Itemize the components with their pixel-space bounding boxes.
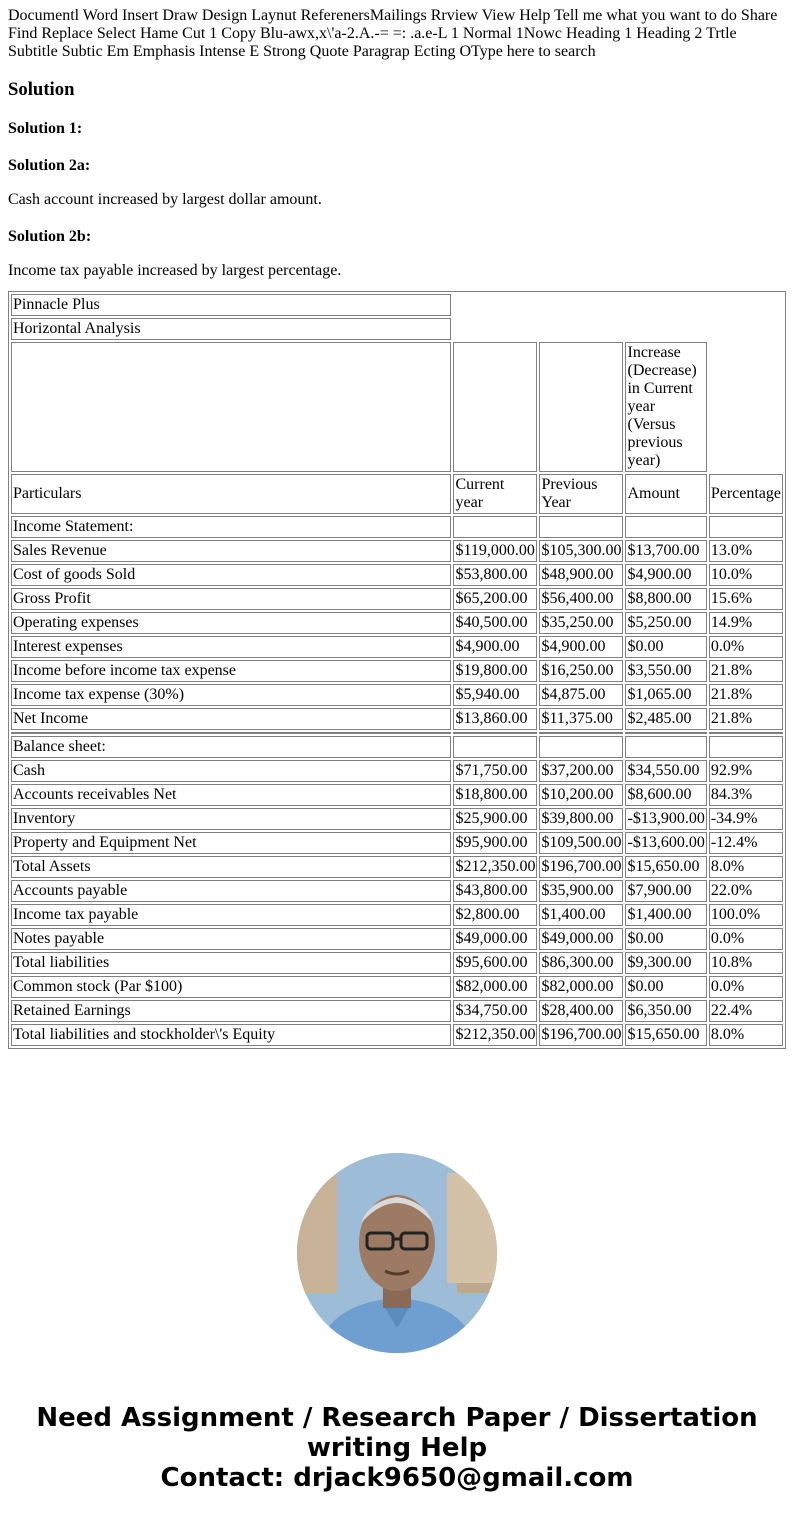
amount-cell: $1,065.00: [625, 684, 706, 706]
table-row-analysis-title: [11, 318, 783, 340]
col-percentage-header: Percentage: [709, 474, 783, 514]
particular-cell: Interest expenses: [11, 636, 451, 658]
percentage-cell: 21.8%: [709, 684, 783, 706]
amount-cell: $34,550.00: [625, 760, 706, 782]
percentage-cell: 21.8%: [709, 708, 783, 730]
particular-cell: Income before income tax expense: [11, 660, 451, 682]
current-year-cell: $49,000.00: [453, 928, 537, 950]
percentage-cell: 21.8%: [709, 660, 783, 682]
table-row: [11, 856, 783, 878]
previous-year-cell: $196,700.00: [539, 1024, 623, 1046]
particular-cell: Income tax expense (30%): [11, 684, 451, 706]
previous-year-cell: $37,200.00: [539, 760, 623, 782]
current-year-cell: $34,750.00: [453, 1000, 537, 1022]
amount-cell: $3,550.00: [625, 660, 706, 682]
current-year-cell: $25,900.00: [453, 808, 537, 830]
amount-cell: $6,350.00: [625, 1000, 706, 1022]
percentage-cell: 0.0%: [709, 636, 783, 658]
analysis-title-cell: Horizontal Analysis: [11, 318, 451, 340]
particular-cell: Cash: [11, 760, 451, 782]
particular-cell: Inventory: [11, 808, 451, 830]
col-amount-header: Amount: [625, 474, 706, 514]
percentage-cell: 22.4%: [709, 1000, 783, 1022]
table-row: [11, 636, 783, 658]
particular-cell: Common stock (Par $100): [11, 976, 451, 998]
percentage-cell: 13.0%: [709, 540, 783, 562]
solution-2b-text: Income tax payable increased by largest percentage.: [8, 262, 342, 279]
empty-header-cell: [539, 342, 623, 472]
current-year-cell: $43,800.00: [453, 880, 537, 902]
increase-header-cell: Increase (Decrease) in Current year (Versus previous year): [625, 342, 706, 472]
particular-cell: Total liabilities and stockholder\'s Equity: [11, 1024, 451, 1046]
table-row: [11, 540, 783, 562]
table-row: [11, 808, 783, 830]
current-year-cell: $2,800.00: [453, 904, 537, 926]
particular-cell: Accounts receivables Net: [11, 784, 451, 806]
table-row: [11, 588, 783, 610]
percentage-cell: 84.3%: [709, 784, 783, 806]
previous-year-cell: $49,000.00: [539, 928, 623, 950]
avatar-portrait-icon: [297, 1153, 497, 1353]
particular-cell: Notes payable: [11, 928, 451, 950]
current-year-cell: $119,000.00: [453, 540, 537, 562]
table-row: [11, 564, 783, 586]
table-row: [11, 928, 783, 950]
section-separator: [11, 732, 783, 734]
current-year-cell: $65,200.00: [453, 588, 537, 610]
particular-cell: Cost of goods Sold: [11, 564, 451, 586]
previous-year-cell: $1,400.00: [539, 904, 623, 926]
percentage-cell: 10.0%: [709, 564, 783, 586]
previous-year-cell: $28,400.00: [539, 1000, 623, 1022]
table-row-column-headers: [11, 474, 783, 514]
income-section-label: Income Statement:: [11, 516, 451, 538]
particular-cell: Retained Earnings: [11, 1000, 451, 1022]
amount-cell: $9,300.00: [625, 952, 706, 974]
empty-header-cell: [11, 342, 451, 472]
particular-cell: Accounts payable: [11, 880, 451, 902]
particular-cell: Total Assets: [11, 856, 451, 878]
percentage-cell: 8.0%: [709, 1024, 783, 1046]
current-year-cell: $212,350.00: [453, 856, 537, 878]
particular-cell: Gross Profit: [11, 588, 451, 610]
current-year-cell: $82,000.00: [453, 976, 537, 998]
footer-promo: [0, 1403, 794, 1493]
table-row: [11, 904, 783, 926]
amount-cell: $15,650.00: [625, 1024, 706, 1046]
particular-cell: Income tax payable: [11, 904, 451, 926]
amount-cell: $0.00: [625, 976, 706, 998]
solution-1-heading: Solution 1:: [8, 120, 83, 137]
company-name-cell: Pinnacle Plus: [11, 294, 451, 316]
previous-year-cell: $105,300.00: [539, 540, 623, 562]
current-year-cell: $19,800.00: [453, 660, 537, 682]
table-row: [11, 952, 783, 974]
previous-year-cell: $82,000.00: [539, 976, 623, 998]
table-row: [11, 1000, 783, 1022]
current-year-cell: $95,900.00: [453, 832, 537, 854]
percentage-cell: 92.9%: [709, 760, 783, 782]
previous-year-cell: $4,900.00: [539, 636, 623, 658]
previous-year-cell: $56,400.00: [539, 588, 623, 610]
amount-cell: $5,250.00: [625, 612, 706, 634]
amount-cell: $0.00: [625, 928, 706, 950]
footer-line-2: Contact: drjack9650@gmail.com: [160, 1463, 634, 1493]
footer-line-1: Need Assignment / Research Paper / Dissertation writing Help: [36, 1403, 758, 1463]
col-previous-header: Previous Year: [539, 474, 623, 514]
percentage-cell: 100.0%: [709, 904, 783, 926]
particular-cell: Sales Revenue: [11, 540, 451, 562]
table-row: [11, 880, 783, 902]
percentage-cell: -34.9%: [709, 808, 783, 830]
current-year-cell: $212,350.00: [453, 1024, 537, 1046]
percentage-cell: 10.8%: [709, 952, 783, 974]
previous-year-cell: $4,875.00: [539, 684, 623, 706]
table-row-balance-section: [11, 736, 783, 758]
amount-cell: $8,600.00: [625, 784, 706, 806]
previous-year-cell: $48,900.00: [539, 564, 623, 586]
balance-section-label: Balance sheet:: [11, 736, 451, 758]
table-row-income-section: [11, 516, 783, 538]
solution-title: Solution: [8, 79, 75, 100]
particular-cell: Property and Equipment Net: [11, 832, 451, 854]
previous-year-cell: $10,200.00: [539, 784, 623, 806]
particular-cell: Operating expenses: [11, 612, 451, 634]
percentage-cell: -12.4%: [709, 832, 783, 854]
horizontal-analysis-table: [8, 291, 786, 1049]
table-row: [11, 976, 783, 998]
current-year-cell: $5,940.00: [453, 684, 537, 706]
current-year-cell: $40,500.00: [453, 612, 537, 634]
previous-year-cell: $35,900.00: [539, 880, 623, 902]
table-row: [11, 708, 783, 730]
table-row: [11, 684, 783, 706]
amount-cell: $2,485.00: [625, 708, 706, 730]
amount-cell: $8,800.00: [625, 588, 706, 610]
amount-cell: $15,650.00: [625, 856, 706, 878]
amount-cell: $1,400.00: [625, 904, 706, 926]
previous-year-cell: $86,300.00: [539, 952, 623, 974]
amount-cell: $7,900.00: [625, 880, 706, 902]
percentage-cell: 15.6%: [709, 588, 783, 610]
col-particulars-header: Particulars: [11, 474, 451, 514]
previous-year-cell: $39,800.00: [539, 808, 623, 830]
previous-year-cell: $196,700.00: [539, 856, 623, 878]
previous-year-cell: $35,250.00: [539, 612, 623, 634]
ribbon-text: Documentl Word Insert Draw Design Laynut ReferenersMailings Rrview View Help Tell me what you want to do Share Find Replace Select Hame Cut 1 Copy Blu-awx,x\'a-2.A.-= =: .a.e-L 1 Normal 1Nowc Heading 1 Heading 2 Trtle Subtitle Subtic Em Emphasis Intense E Strong Quote Paragrap Ecting OType here to search: [8, 7, 778, 60]
solution-2a-heading: Solution 2a:: [8, 157, 91, 174]
document-body: [8, 7, 786, 280]
solution-2a-text: Cash account increased by largest dollar amount.: [8, 191, 322, 208]
current-year-cell: $18,800.00: [453, 784, 537, 806]
col-current-header: Current year: [453, 474, 537, 514]
current-year-cell: $71,750.00: [453, 760, 537, 782]
table-row: [11, 760, 783, 782]
amount-cell: $4,900.00: [625, 564, 706, 586]
percentage-cell: 14.9%: [709, 612, 783, 634]
amount-cell: $13,700.00: [625, 540, 706, 562]
table-row: [11, 832, 783, 854]
current-year-cell: $53,800.00: [453, 564, 537, 586]
table-row: [11, 660, 783, 682]
table-row-company: [11, 294, 783, 316]
percentage-cell: 22.0%: [709, 880, 783, 902]
previous-year-cell: $16,250.00: [539, 660, 623, 682]
particular-cell: Total liabilities: [11, 952, 451, 974]
previous-year-cell: $109,500.00: [539, 832, 623, 854]
table-row: [11, 612, 783, 634]
percentage-cell: 0.0%: [709, 928, 783, 950]
particular-cell: Net Income: [11, 708, 451, 730]
previous-year-cell: $11,375.00: [539, 708, 623, 730]
amount-cell: -$13,600.00: [625, 832, 706, 854]
current-year-cell: $13,860.00: [453, 708, 537, 730]
table-row: [11, 1024, 783, 1046]
current-year-cell: $95,600.00: [453, 952, 537, 974]
amount-cell: -$13,900.00: [625, 808, 706, 830]
amount-cell: $0.00: [625, 636, 706, 658]
percentage-cell: 0.0%: [709, 976, 783, 998]
empty-header-cell: [453, 342, 537, 472]
table-row-increase-header: [11, 342, 783, 472]
current-year-cell: $4,900.00: [453, 636, 537, 658]
percentage-cell: 8.0%: [709, 856, 783, 878]
author-avatar: [297, 1153, 497, 1353]
table-row: [11, 784, 783, 806]
solution-2b-heading: Solution 2b:: [8, 228, 92, 245]
